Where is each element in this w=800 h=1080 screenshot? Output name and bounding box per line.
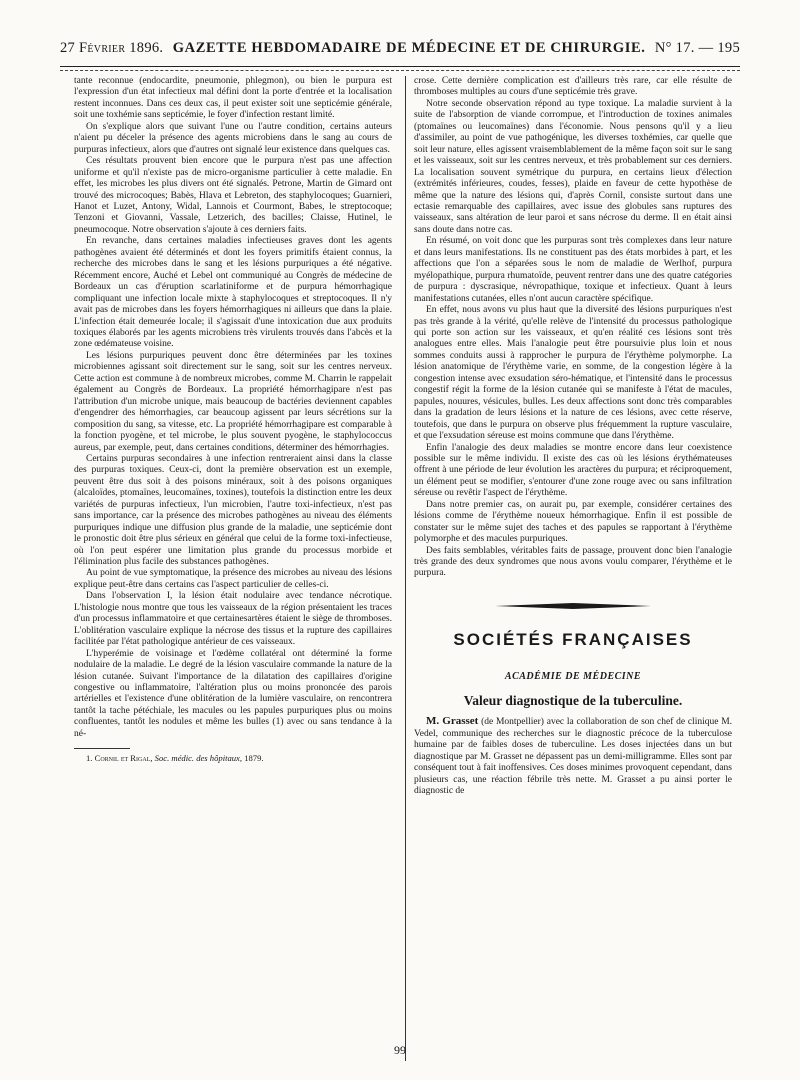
footnote-year: 1879. (244, 753, 264, 764)
footnote-source: Soc. médic. des hôpitaux, (154, 753, 243, 764)
article-text: (de Montpellier) avec la collaboration de son chef de clinique M. Vedel, communique des recherches sur le diagnostic précoce de la tuberculose humaine par de faibles doses de tuberculine. Les doses injectées dans un but diagnostique par M. Grasset ne dépassent pas un demi-milligramme. Elles sont par conséquent tout à fait inoffensives. Ces doses minimes provoquent cependant, dans plusieurs cas, une réaction fébrile très nette. M. Grasset a pu ainsi porter le diagnostic de (414, 717, 733, 797)
paragraph: Enfin l'analogie des deux maladies se montre encore dans leur coexistence possible sur le même individu. Il existe des cas où les lésions érythémateuses offrent à une période de leur évolution les aractères du purpura; et réciproquement, un élément peut se modifier, s'entourer d'une zone rouge avec ou sans infiltration séreuse ou revêtir l'aspect de l'érythème. (414, 442, 732, 499)
paragraph: Dans l'observation I, la lésion était nodulaire avec tendance nécrotique. L'histologie nous montre que tous les vaisseaux de la région présentaient les traces d'un processus inflammatoire et que certainesartères étaient le siège de thromboses. L'oblitération vasculaire explique la nécrose des tissus et la rupture des capillaires facilitée par l'état pathologique antérieur de ces vaisseaux. (74, 591, 392, 648)
page-number: 99 (394, 1043, 406, 1057)
paragraph: On s'explique alors que suivant l'une ou l'autre condition, certains auteurs n'aient pu déceler la présence des agents microbiens dans le sang au cours de purpuras infectieux, alors que d'autres ont signalé leur existence dans quelques cas. (74, 121, 392, 155)
footnote-authors: Cornil et Rigal, (94, 753, 153, 764)
paragraph: Des faits semblables, véritables faits de passage, prouvent donc bien l'analogie très grande des deux syndromes que nous avons voulu comparer, l'érythème et le purpura. (414, 545, 732, 579)
paragraph: En résumé, on voit donc que les purpuras sont très complexes dans leur nature et dans leurs manifestations. Ils ne constituent pas des états morbides à part, et les affections que l'on a séparées sous le nom de maladie de Werlhof, purpura myélopathique, purpura rhumatoïde, peuvent rentrer dans une des quatre catégories de purpura : dyscrasique, névropathique, toxique et infectieux. Quant à leurs manifestations cutanées, elles n'ont aucun caractère spécifique. (414, 236, 732, 304)
article-paragraph (414, 716, 732, 797)
footnote-rule (74, 748, 130, 749)
footnote (74, 753, 392, 764)
running-header (60, 40, 740, 66)
header-rule (60, 66, 740, 67)
paragraph: Les lésions purpuriques peuvent donc être déterminées par les toxines microbiennes agissant soit directement sur le sang, soit sur les centres nerveux. Cette action est commune à de nombreux microbes, comme M. Charrin le rappelait également au Congrès de Bordeaux. La propriété hémorrhagipare n'est pas l'attribution d'un microbe unique, mais beaucoup de bactéries deviennent capables d'engendrer des hémorrhagies, car beaucoup agissent par leurs sécrétions sur la composition du sang, sa vitesse, etc. La propriété hémorrhagipare est comparable à la fonction pyogène, et tel microbe, le plus souvent pyogène, le staphylococcus aureus, par exemple, peut, dans certaines conditions, déterminer des hémorrhagies. (74, 350, 392, 453)
paragraph: Ces résultats prouvent bien encore que le purpura n'est pas une affection uniforme et qu'il n'existe pas de micro-organisme particulier à cette maladie. En effet, les microbes les plus divers ont été signalés. Petrone, Martin de Gimard ont trouvé des microcoques; Babès, Hlava et Lebreton, des staphylocoques; Guarnieri, Hanot et Luzet, Antony, Widal, Lannois et Courmont, Babes, le streptocoque; Tenzoni et Giovanni, Vassale, Letzerich, des bacilles; Claisse, Hutinel, le pneumocoque. Notre observation s'ajoute à ces derniers faits. (74, 156, 392, 235)
header-journal-title: GAZETTE HEBDOMADAIRE DE MÉDECINE ET DE CHIRURGIE. (172, 40, 646, 56)
right-column (414, 76, 732, 1076)
paragraph: crose. Cette dernière complication est d'ailleurs très rare, car elle résulte de thromboses multiples au cours d'une septicémie très grave. (414, 76, 732, 98)
section-title: SOCIÉTÉS FRANÇAISES (453, 629, 693, 649)
header-rule-dashed (60, 70, 740, 71)
ornament-rule-icon (493, 602, 653, 610)
paragraph: En effet, nous avons vu plus haut que la diversité des lésions purpuriques n'est pas très grande à la vérité, qu'elle relève de l'intensité du processus pathologique qui porte son action sur les vaisseaux, et qu'en réalité ces lésions sont très analogues entre elles. Mais l'analogie peut être poursuivie plus loin et nous sommes conduits aussi à rapprocher le purpura de l'érythème polymorphe. La lésion anatomique de l'érythème varie, en somme, de la congestion légère à la congestion intense avec exsudation séro-hématique, et l'intensité dans le processus congestif régit la forme de la lésion cutanée qui se manifeste à l'état de macules, papules, nouures, vésicules, bulles. Les deux affections sont donc très comparables dans la gradation de leurs lésions et la nature de ces lésions, avec cette réserve, toutefois, que dans le purpura on observe plus fréquemment la rupture vasculaire, et que l'exsudation séreuse est moins commune que dans l'érythème. (414, 305, 732, 442)
article-title: Valeur diagnostique de la tuberculine. (463, 692, 683, 708)
paragraph: Dans notre premier cas, on aurait pu, par exemple, considérer certaines des lésions comme de l'érythème noueux hémorrhagique. Enfin il est possible de constater sur le même sujet des taches et des papules se rapportant à l'érythème polymorphe et des macules purpuriques. (414, 499, 732, 545)
paragraph: En revanche, dans certaines maladies infectieuses graves dont les agents pathogènes avaient été déterminés et dont les foyers primitifs étaient connus, la recherche des microbes dans le sang et les lésions purpuriques a été négative. Récemment encore, Auché et Lebel ont communiqué au Congrès de médecine de Bordeaux un cas d'éruption scarlatiniforme et de purpura hémorrhagique compliquant une infection locale mixte à staphylocoques et streptocoques. Il n'y avait pas de microbes dans les foyers hémorrhagiques ni ailleurs que dans la plaie. L'infection était demeurée locale; il s'agissait d'une intoxication due aux produits toxiques élaborés par les agents microbiens très virulents trouvés dans l'abcès et la zone œdémateuse voisine. (74, 236, 392, 350)
header-issue-number: N° 17. — 195 (654, 40, 740, 56)
paragraph: Certains purpuras secondaires à une infection rentreraient ainsi dans la classe des purpuras toxiques. Ceux-ci, dont la première observation est un exemple, peuvent être dus soit à des poisons minéraux, soit à des poisons organiques (alcaloïdes, ptomaïnes, leucomaïnes, toxines), toutefois la distinction entre les deux variétés de purpuras infectieux, l'un microbien, l'autre toxi-infectieux, n'est pas sans importance, car la présence des microbes pathogènes au niveau des éléments purpuriques indique une diffusion plus grande de la maladie, une septicémie dont le pronostic doit être plus sérieux en général que celui de la forme toxi-infectieuse, où l'on peut espérer une limitation plus grande du processus morbide et l'élimination plus facile des substances pathogènes. (74, 453, 392, 568)
paragraph: tante reconnue (endocardite, pneumonie, phlegmon), ou bien le purpura est l'expression d'un état infectieux mal défini dont la porte d'entrée et la localisation restent inconnues. Dans ces deux cas, il peut exister soit une septicémie générale, soit une toxhémie sans septicémie, le foyer d'infection restant limité. (74, 76, 392, 121)
article-speaker: M. Grasset (426, 715, 479, 728)
subsection-title: ACADÉMIE DE MÉDECINE (504, 671, 642, 683)
paragraph: Au point de vue symptomatique, la présence des microbes au niveau des lésions explique peut-être dans certains cas l'aspect particulier de celles-ci. (74, 568, 392, 590)
header-date: 27 Février 1896. (60, 40, 164, 56)
paragraph: Notre seconde observation répond au type toxique. La maladie survient à la suite de l'absorption de viande corrompue, et l'introduction de toxines animales (ptomaïnes ou leucomaïnes) dans l'économie. Nous pensons qu'il y a lieu d'assimiler, au point de vue pathogénique, les diverses toxhémies, car quelle que soit leur nature, elles agissent vraisemblablement de la même façon soit sur le sang et les vaisseaux, soit sur les centres nerveux, et très probablement sur ces derniers. La localisation souvent symétrique du purpura, en certains lieux d'élection (extrémités inférieures, coudes, fesses), plaide en faveur de cette hypothèse de même que la nature des lésions qui, d'après Cornil, consiste surtout dans une ectasie remarquable des capillaires, avec issue des globules sans ruptures des vaisseaux, sans altération de leur paroi et sans nécrose du derme. Il en était ainsi sans doute dans notre cas. (414, 98, 732, 235)
left-column (74, 76, 392, 1076)
footnote-number: 1. (86, 753, 93, 764)
column-divider (405, 76, 406, 1061)
paragraph: L'hyperémie de voisinage et l'œdème collatéral ont déterminé la forme nodulaire de la maladie. Le degré de la lésion vasculaire commande la nature de la lésion cutanée. Suivant l'importance de la dilatation des capillaires d'origine congestive ou inflammatoire, l'altération plus ou moins prononcée des parois artérielles et l'existence d'une oblitération de la lumière vasculaire, on rencontrera tantôt la tache pétéchiale, les macules ou les papules purpuriques plus ou moins confluentes, tantôt les nodules et même les bulles (1) avec ou sans tendance à la né- (74, 648, 392, 739)
section-ornament (414, 602, 732, 610)
